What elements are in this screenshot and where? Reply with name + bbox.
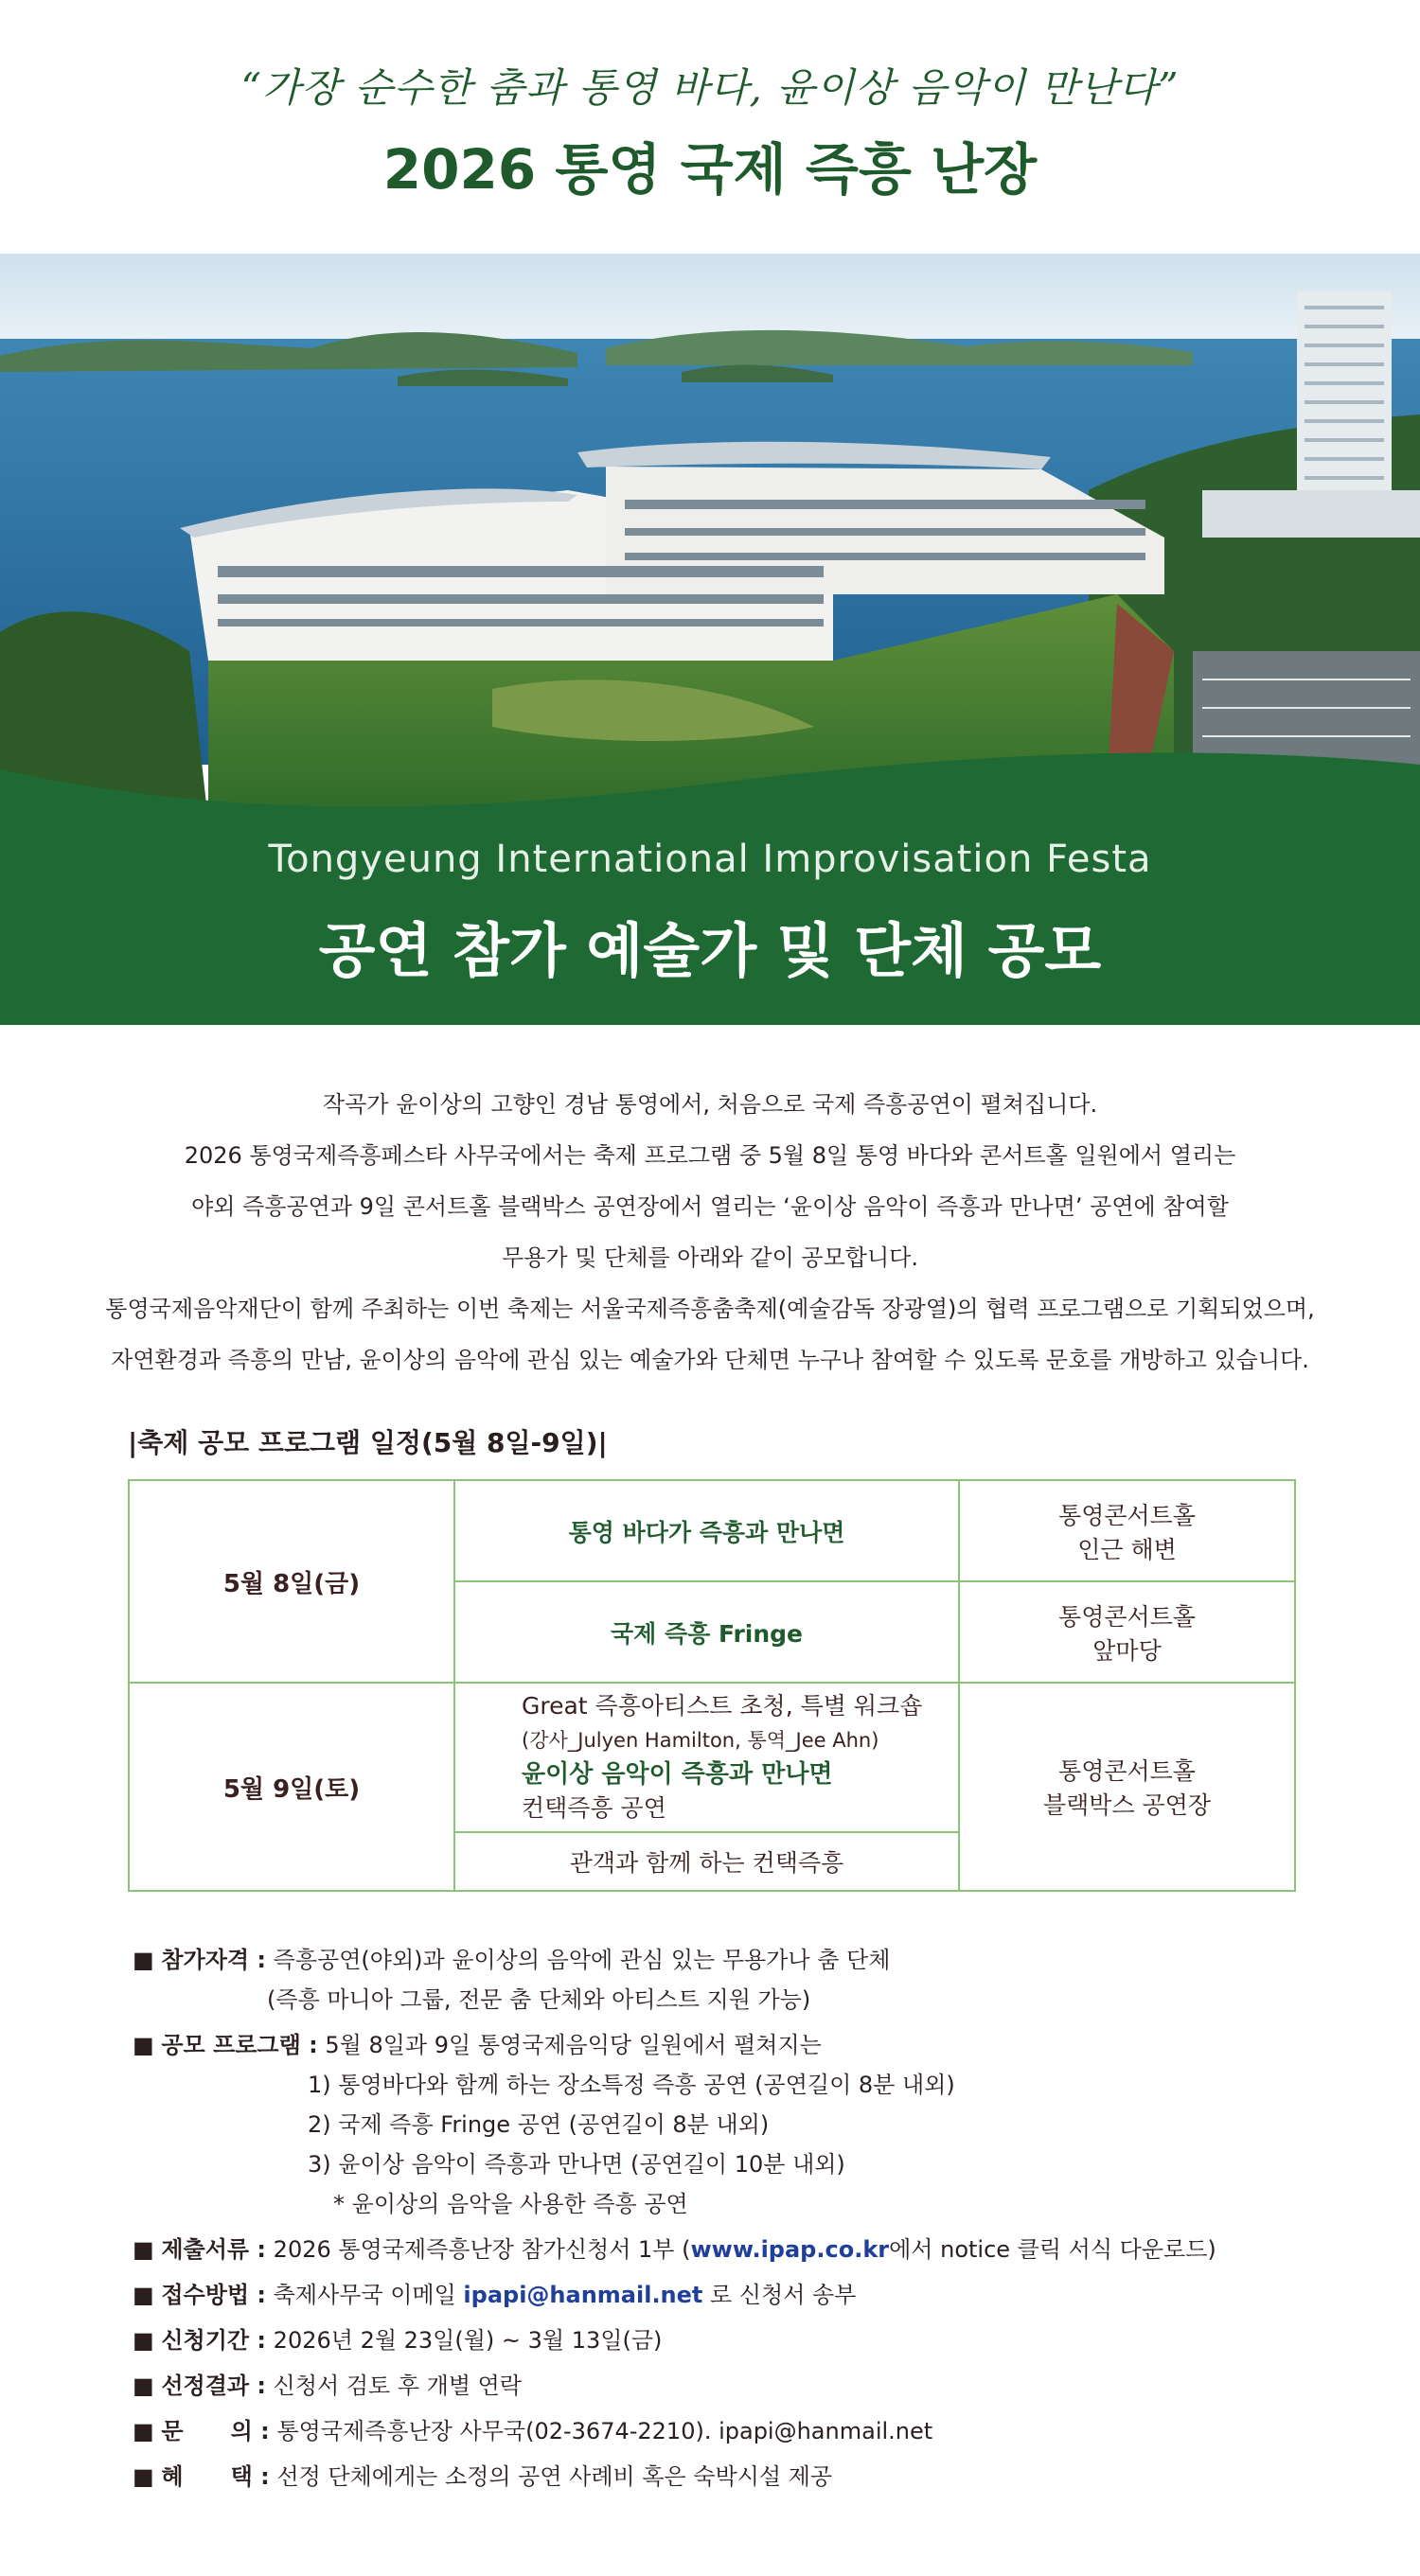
program-note: * 윤이상의 음악을 사용한 즉흥 공연 [333, 2191, 688, 2217]
venue-cell [959, 1480, 1295, 1581]
detail-label: 공모 프로그램 : [161, 2032, 318, 2058]
program-line: 윤이상 음악이 즉흥과 만나면 [522, 1760, 833, 1789]
detail-text: 에서 notice 클릭 서식 다운로드) [889, 2236, 1216, 2263]
detail-text: 2026 통영국제즉흥난장 참가신청서 1부 ( [273, 2236, 691, 2263]
intro-line: 작곡가 윤이상의 고향인 경남 통영에서, 처음으로 국제 즉흥공연이 펼쳐집니다. [322, 1091, 1098, 1118]
detail-text: 즉흥공연(야외)과 윤이상의 음악에 관심 있는 무용가나 춤 단체 [273, 1947, 891, 1973]
detail-text: 로 신청서 송부 [702, 2282, 857, 2308]
intro-line: 야외 즉흥공연과 9일 콘서트홀 블랙박스 공연장에서 열리는 ‘윤이상 음악이 즉흥과 만나면’ 공연에 참여할 [191, 1193, 1229, 1220]
program-item: 2) 국제 즉흥 Fringe 공연 (공연길이 8분 내외) [308, 2111, 770, 2138]
bullet-icon: ■ [133, 2463, 154, 2490]
program-item: 1) 통영바다와 함께 하는 장소특정 즉흥 공연 (공연길이 8분 내외) [308, 2072, 955, 2098]
detail-label: 선정결과 : [161, 2373, 267, 2399]
bullet-icon: ■ [133, 1947, 154, 1973]
detail-method [133, 2275, 1325, 2315]
bullet-icon: ■ [133, 2282, 154, 2308]
schedule-table [128, 1479, 1296, 1892]
detail-documents [133, 2230, 1325, 2269]
venue-line: 블랙박스 공연장 [1043, 1791, 1211, 1819]
venue-line: 통영콘서트홀 [1058, 1501, 1196, 1529]
venue-line: 앞마당 [1092, 1636, 1162, 1665]
program-cell: 관객과 함께 하는 컨택즉흥 [454, 1832, 959, 1891]
intro-line: 2026 통영국제즉흥페스타 사무국에서는 축제 프로그램 중 5월 8일 통영 바다와 콘서트홀 일원에서 열리는 [184, 1142, 1236, 1169]
detail-benefit [133, 2457, 1325, 2497]
date-cell: 5월 8일(금) [129, 1480, 454, 1683]
program-line: Great 즉흥아티스트 초청, 특별 워크숍 [522, 1692, 923, 1720]
detail-label: 문 의 : [161, 2418, 270, 2444]
date-cell: 5월 9일(토) [129, 1683, 454, 1891]
table-row [129, 1480, 1295, 1581]
program-cell: 국제 즉흥 Fringe [454, 1581, 959, 1683]
program-cell: 통영 바다가 즉흥과 만나면 [454, 1480, 959, 1581]
venue-line: 통영콘서트홀 [1058, 1757, 1196, 1785]
email-link[interactable]: ipapi@hanmail.net [463, 2282, 703, 2308]
detail-text: 통영국제즉흥난장 사무국(02-3674-2210). ipapi@hanmail.net [276, 2418, 933, 2444]
detail-eligibility [133, 1940, 1325, 1980]
program-line: (강사_Julyen Hamilton, 통역_Jee Ahn) [522, 1729, 879, 1752]
intro-paragraph [95, 1079, 1325, 1385]
detail-text: 2026년 2월 23일(월) ~ 3월 13일(금) [273, 2327, 663, 2354]
venue-cell [959, 1683, 1295, 1891]
website-link[interactable]: www.ipap.co.kr [690, 2236, 890, 2263]
detail-label: 신청기간 : [161, 2327, 267, 2354]
tagline: “가장 순수한 춤과 통영 바다, 윤이상 음악이 만난다” [240, 64, 1180, 111]
detail-label: 접수방법 : [161, 2282, 267, 2308]
banner-korean-title: 공연 참가 예술가 및 단체 공모 [318, 916, 1102, 985]
intro-line: 통영국제음악재단이 함께 주최하는 이번 축제는 서울국제즉흥춤축제(예술감독 장광열)의 협력 프로그램으로 기획되었으며, [105, 1296, 1315, 1322]
bullet-icon: ■ [133, 2418, 154, 2444]
detail-program [133, 2025, 1325, 2065]
banner-english-title: Tongyeung International Improvisation Festa [268, 838, 1152, 881]
venue-line: 통영콘서트홀 [1058, 1602, 1196, 1631]
page-title: 2026 통영 국제 즉흥 난장 [382, 137, 1038, 202]
program-item: 3) 윤이상 음악이 즉흥과 만나면 (공연길이 10분 내외) [308, 2151, 845, 2178]
venue-line: 인근 해변 [1077, 1535, 1177, 1563]
intro-line: 무용가 및 단체를 아래와 같이 공모합니다. [502, 1244, 918, 1271]
intro-line: 자연환경과 즉흥의 만남, 윤이상의 음악에 관심 있는 예술가와 단체면 누구나 참여할 수 있도록 문호를 개방하고 있습니다. [111, 1347, 1309, 1373]
schedule-heading: |축제 공모 프로그램 일정(5월 8일-9일)| [128, 1427, 608, 1458]
detail-label: 혜 택 : [161, 2463, 270, 2490]
detail-contact [133, 2411, 1325, 2451]
bullet-icon: ■ [133, 2236, 154, 2263]
details-section [133, 1940, 1325, 2497]
detail-subtext: (즉흥 마니아 그룹, 전문 춤 단체와 아티스트 지원 가능) [267, 1986, 811, 2013]
program-cell [454, 1683, 959, 1832]
table-row [129, 1683, 1295, 1832]
bullet-icon: ■ [133, 2032, 154, 2058]
detail-result [133, 2366, 1325, 2406]
detail-text: 선정 단체에게는 소정의 공연 사례비 혹은 숙박시설 제공 [276, 2463, 833, 2490]
detail-text: 신청서 검토 후 개별 연락 [273, 2373, 523, 2399]
detail-period [133, 2320, 1325, 2360]
program-line: 컨택즉흥 공연 [522, 1794, 666, 1822]
detail-text: 5월 8일과 9일 통영국제음익당 일원에서 펼쳐지는 [325, 2032, 822, 2058]
bullet-icon: ■ [133, 2373, 154, 2399]
detail-text: 축제사무국 이메일 [273, 2282, 464, 2308]
bullet-icon: ■ [133, 2327, 154, 2354]
detail-label: 참가자격 : [161, 1947, 267, 1973]
venue-cell [959, 1581, 1295, 1683]
detail-label: 제출서류 : [161, 2236, 267, 2263]
